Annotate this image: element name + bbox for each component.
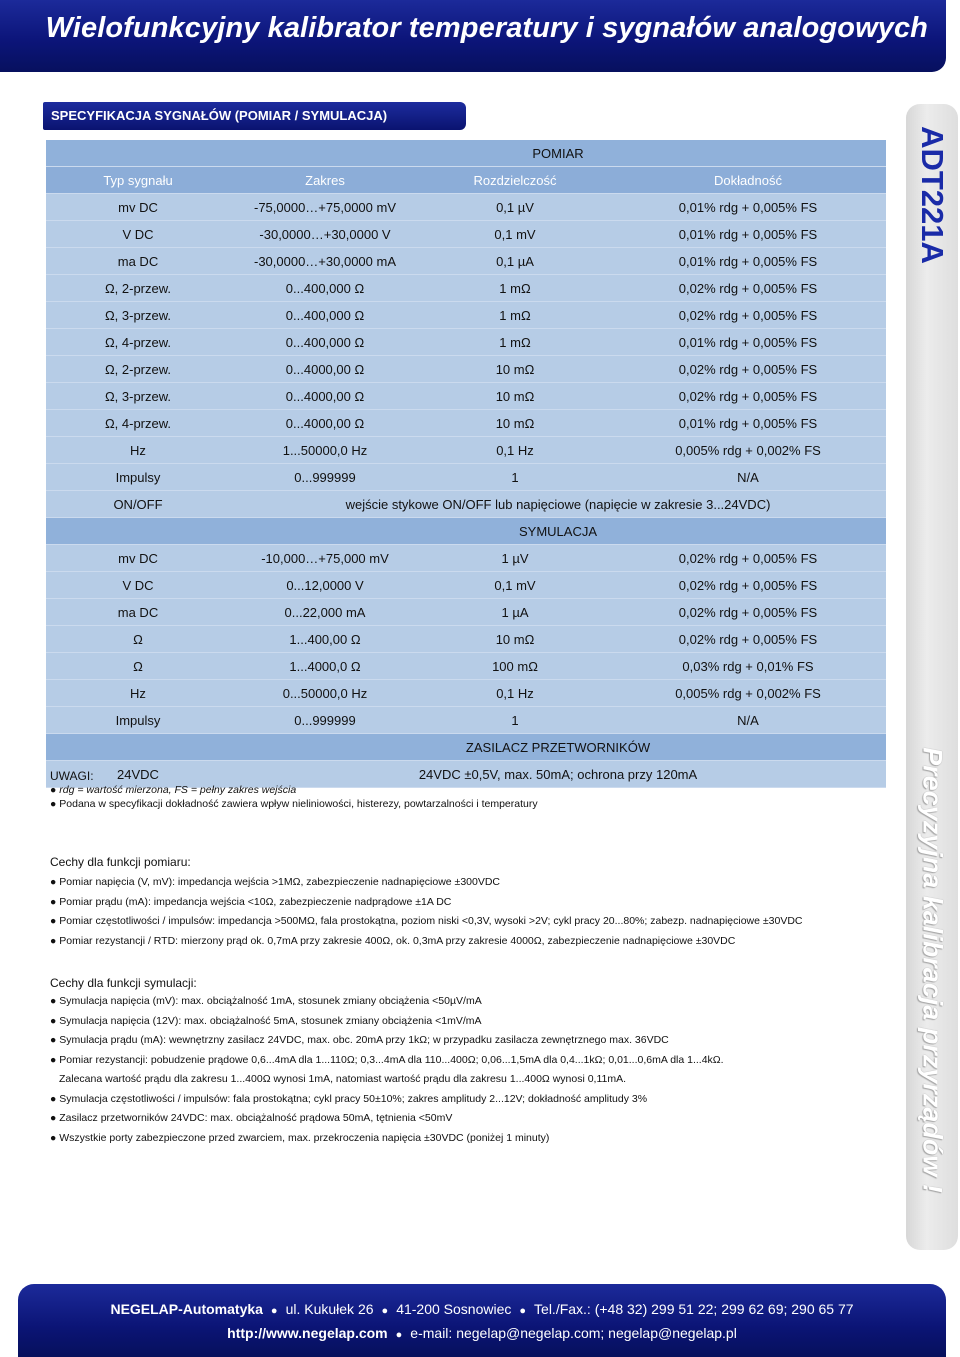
page-header xyxy=(0,0,946,72)
accuracy-cell: 0,005% rdg + 0,002% FS xyxy=(610,680,886,707)
range-cell: 0...50000,0 Hz xyxy=(230,680,420,707)
note-item: ● rdg = wartość mierzona, FS = pełny zakres wejścia xyxy=(50,783,900,797)
accuracy-cell: 0,01% rdg + 0,005% FS xyxy=(610,248,886,275)
footer-web-line xyxy=(18,1325,946,1341)
range-cell: -75,0000…+75,0000 mV xyxy=(230,194,420,221)
range-cell: 0...999999 xyxy=(230,707,420,734)
separator-dot: ● xyxy=(270,1305,278,1317)
resolution-cell: 1 µV xyxy=(420,545,610,572)
signal-type-cell: Ω, 2-przew. xyxy=(46,356,230,383)
accuracy-cell: 0,02% rdg + 0,005% FS xyxy=(610,599,886,626)
measurement-title: Cechy dla funkcji pomiaru: xyxy=(50,855,191,869)
footer-contact-line xyxy=(18,1301,946,1317)
signal-type-cell: 24VDC xyxy=(46,761,230,788)
signal-type-cell: Impulsy xyxy=(46,464,230,491)
range-cell: -30,0000…+30,0000 V xyxy=(230,221,420,248)
table-row xyxy=(46,680,886,707)
notes xyxy=(50,769,900,811)
signal-type-cell: Ω, 3-przew. xyxy=(46,302,230,329)
table-row xyxy=(46,410,886,437)
signal-type-cell: Hz xyxy=(46,437,230,464)
footer-email[interactable]: e-mail: negelap@negelap.com; negelap@negelap.pl xyxy=(410,1325,737,1341)
range-cell: 1...50000,0 Hz xyxy=(230,437,420,464)
side-slogan xyxy=(906,747,958,1193)
simulation-item: ● Symulacja napięcia (12V): max. obciążalność 5mA, stosunek zmiany obciążenia <1mV/mA xyxy=(50,1012,900,1032)
range-cell: 0...400,000 Ω xyxy=(230,302,420,329)
table-row xyxy=(46,329,886,356)
resolution-cell: 0,1 Hz xyxy=(420,680,610,707)
range-cell: 0...4000,00 Ω xyxy=(230,383,420,410)
accuracy-cell: 0,02% rdg + 0,005% FS xyxy=(610,356,886,383)
accuracy-cell: 0,005% rdg + 0,002% FS xyxy=(610,437,886,464)
column-header: Typ sygnału xyxy=(46,167,230,194)
resolution-cell: 1 mΩ xyxy=(420,329,610,356)
zasilacz-header xyxy=(46,734,886,761)
accuracy-cell: 0,03% rdg + 0,01% FS xyxy=(610,653,886,680)
symulacja-header-label: SYMULACJA xyxy=(230,518,886,545)
table-row xyxy=(46,383,886,410)
resolution-cell: 10 mΩ xyxy=(420,356,610,383)
accuracy-cell: 0,02% rdg + 0,005% FS xyxy=(610,572,886,599)
range-cell: 1...4000,0 Ω xyxy=(230,653,420,680)
range-cell: 0...400,000 Ω xyxy=(230,275,420,302)
accuracy-cell: 0,01% rdg + 0,005% FS xyxy=(610,410,886,437)
signal-type-cell: ON/OFF xyxy=(46,491,230,518)
table-row xyxy=(46,437,886,464)
simulation-item: ● Symulacja napięcia (mV): max. obciążalność 1mA, stosunek zmiany obciążenia <50µV/mA xyxy=(50,992,900,1012)
resolution-cell: 10 mΩ xyxy=(420,410,610,437)
table-row xyxy=(46,302,886,329)
resolution-cell: 0,1 mV xyxy=(420,221,610,248)
band-spacer xyxy=(46,734,230,761)
range-cell: -30,0000…+30,0000 mA xyxy=(230,248,420,275)
accuracy-cell: 0,02% rdg + 0,005% FS xyxy=(610,302,886,329)
separator-dot: ● xyxy=(381,1305,389,1317)
footer-phone: Tel./Fax.: (+48 32) 299 51 22; 299 62 69; 290 65 77 xyxy=(534,1301,854,1317)
resolution-cell: 10 mΩ xyxy=(420,626,610,653)
signal-type-cell: V DC xyxy=(46,572,230,599)
range-cell: 0...400,000 Ω xyxy=(230,329,420,356)
table-row xyxy=(46,275,886,302)
page-footer xyxy=(18,1284,946,1357)
pomiar-header-label: POMIAR xyxy=(230,140,886,167)
measurement-list xyxy=(50,873,900,951)
resolution-cell: 0,1 Hz xyxy=(420,437,610,464)
spec-table-body xyxy=(46,140,886,788)
pomiar-header xyxy=(46,140,886,167)
table-row xyxy=(46,491,886,518)
simulation-item: ● Zasilacz przetworników 24VDC: max. obciążalność prądowa 50mA, tętnienia <50mV xyxy=(50,1109,900,1129)
resolution-cell: 1 µA xyxy=(420,599,610,626)
table-row xyxy=(46,707,886,734)
footer-city: 41-200 Sosnowiec xyxy=(396,1301,512,1317)
separator-dot: ● xyxy=(519,1305,527,1317)
measurement-item: ● Pomiar prądu (mA): impedancja wejścia <10Ω, zabezpieczenie nadprądowe ±1A DC xyxy=(50,893,900,913)
column-header: Rozdzielczość xyxy=(420,167,610,194)
section-title: SPECYFIKACJA SYGNAŁÓW (POMIAR / SYMULACJA) xyxy=(43,102,466,130)
signal-type-cell: ma DC xyxy=(46,599,230,626)
accuracy-cell: 0,02% rdg + 0,005% FS xyxy=(610,626,886,653)
table-row xyxy=(46,626,886,653)
signal-type-cell: mv DC xyxy=(46,194,230,221)
footer-website-link[interactable]: http://www.negelap.com xyxy=(227,1325,388,1341)
zasilacz-description-cell: 24VDC ±0,5V, max. 50mA; ochrona przy 120mA xyxy=(230,761,886,788)
signal-type-cell: Ω xyxy=(46,626,230,653)
accuracy-cell: N/A xyxy=(610,707,886,734)
footer-company: NEGELAP-Automatyka xyxy=(110,1301,263,1317)
measurement-item: ● Pomiar napięcia (V, mV): impedancja wejścia >1MΩ, zabezpieczenie nadnapięciowe ±300VDC xyxy=(50,873,900,893)
slogan-label: Precyzyjna kalibracja przyrządów ! xyxy=(917,747,948,1193)
measurement-item: ● Pomiar częstotliwości / impulsów: impedancja >500MΩ, fala prostokątna, poziom niski <0,3V, wysoki >2V; cykl pracy 20...80%; zabezp. nadnapięciowe ±30VDC xyxy=(50,912,900,932)
resolution-cell: 1 xyxy=(420,707,610,734)
spec-table xyxy=(46,140,886,788)
resolution-cell: 0,1 µV xyxy=(420,194,610,221)
signal-type-cell: Ω, 4-przew. xyxy=(46,329,230,356)
range-cell: 0...4000,00 Ω xyxy=(230,356,420,383)
simulation-title: Cechy dla funkcji symulacji: xyxy=(50,976,197,990)
accuracy-cell: 0,01% rdg + 0,005% FS xyxy=(610,329,886,356)
signal-type-cell: Ω, 2-przew. xyxy=(46,275,230,302)
range-cell: 0...4000,00 Ω xyxy=(230,410,420,437)
range-cell: -10,000…+75,000 mV xyxy=(230,545,420,572)
measurement-item: ● Pomiar rezystancji / RTD: mierzony prąd ok. 0,7mA przy zakresie 400Ω, ok. 0,3mA przy zakresie 4000Ω, zabezpieczenie nadnapięciowe ±30VDC xyxy=(50,932,900,952)
accuracy-cell: 0,02% rdg + 0,005% FS xyxy=(610,383,886,410)
side-model-code xyxy=(906,120,958,270)
page-title: Wielofunkcyjny kalibrator temperatury i sygnałów analogowych xyxy=(45,12,928,44)
table-row xyxy=(46,221,886,248)
signal-type-cell: V DC xyxy=(46,221,230,248)
table-row xyxy=(46,464,886,491)
table-row xyxy=(46,194,886,221)
zasilacz-header-label: ZASILACZ PRZETWORNIKÓW xyxy=(230,734,886,761)
resolution-cell: 0,1 mV xyxy=(420,572,610,599)
footer-street: ul. Kukułek 26 xyxy=(285,1301,374,1317)
onoff-description-cell: wejście stykowe ON/OFF lub napięciowe (napięcie w zakresie 3...24VDC) xyxy=(230,491,886,518)
simulation-list xyxy=(50,992,900,1148)
resolution-cell: 1 mΩ xyxy=(420,302,610,329)
table-row xyxy=(46,248,886,275)
resolution-cell: 1 mΩ xyxy=(420,275,610,302)
resolution-cell: 10 mΩ xyxy=(420,383,610,410)
model-label: ADT221A xyxy=(915,126,950,264)
simulation-item: ● Symulacja prądu (mA): wewnętrzny zasilacz 24VDC, max. obc. 20mA przy 1kΩ; w przypadku zasilacza zewnętrznego max. 36VDC xyxy=(50,1031,900,1051)
simulation-item: ● Wszystkie porty zabezpieczone przed zwarciem, max. przekroczenia napięcia ±30VDC (poniżej 1 minuty) xyxy=(50,1129,900,1149)
accuracy-cell: 0,02% rdg + 0,005% FS xyxy=(610,545,886,572)
range-cell: 0...22,000 mA xyxy=(230,599,420,626)
accuracy-cell: N/A xyxy=(610,464,886,491)
resolution-cell: 1 xyxy=(420,464,610,491)
note-item: ● Podana w specyfikacji dokładność zawiera wpływ nieliniowości, histerezy, powtarzalności i temperatury xyxy=(50,797,900,811)
band-spacer xyxy=(46,518,230,545)
signal-type-cell: mv DC xyxy=(46,545,230,572)
accuracy-cell: 0,01% rdg + 0,005% FS xyxy=(610,221,886,248)
signal-type-cell: Ω, 4-przew. xyxy=(46,410,230,437)
range-cell: 0...12,0000 V xyxy=(230,572,420,599)
accuracy-cell: 0,02% rdg + 0,005% FS xyxy=(610,275,886,302)
range-cell: 1...400,00 Ω xyxy=(230,626,420,653)
table-row xyxy=(46,356,886,383)
column-header: Zakres xyxy=(230,167,420,194)
resolution-cell: 0,1 µA xyxy=(420,248,610,275)
table-row xyxy=(46,599,886,626)
separator-dot: ● xyxy=(395,1329,403,1341)
table-row xyxy=(46,572,886,599)
symulacja-header xyxy=(46,518,886,545)
resolution-cell: 100 mΩ xyxy=(420,653,610,680)
simulation-item: ● Symulacja częstotliwości / impulsów: fala prostokątna; cykl pracy 50±10%; zakres amplitudy 2...12V; dokładność amplitudy 3% xyxy=(50,1090,900,1110)
signal-type-cell: Hz xyxy=(46,680,230,707)
signal-type-cell: Ω, 3-przew. xyxy=(46,383,230,410)
table-row xyxy=(46,545,886,572)
notes-title: UWAGI: xyxy=(50,769,94,783)
simulation-item-continuation: Zalecana wartość prądu dla zakresu 1...400Ω wynosi 1mA, natomiast wartość prądu dla zakresu 1...400Ω wynosi 0,11mA. xyxy=(59,1073,627,1085)
column-headers xyxy=(46,167,886,194)
band-spacer xyxy=(46,140,230,167)
accuracy-cell: 0,01% rdg + 0,005% FS xyxy=(610,194,886,221)
simulation-item: ● Pomiar rezystancji: pobudzenie prądowe 0,6...4mA dla 1...110Ω; 0,3...4mA dla 110...400Ω; 0,06...1,5mA dla 0,4...1kΩ; 0,01...0,6mA dla 1...4kΩ. xyxy=(50,1051,900,1071)
column-header: Dokładność xyxy=(610,167,886,194)
signal-type-cell: ma DC xyxy=(46,248,230,275)
table-row xyxy=(46,653,886,680)
signal-type-cell: Impulsy xyxy=(46,707,230,734)
signal-type-cell: Ω xyxy=(46,653,230,680)
range-cell: 0...999999 xyxy=(230,464,420,491)
